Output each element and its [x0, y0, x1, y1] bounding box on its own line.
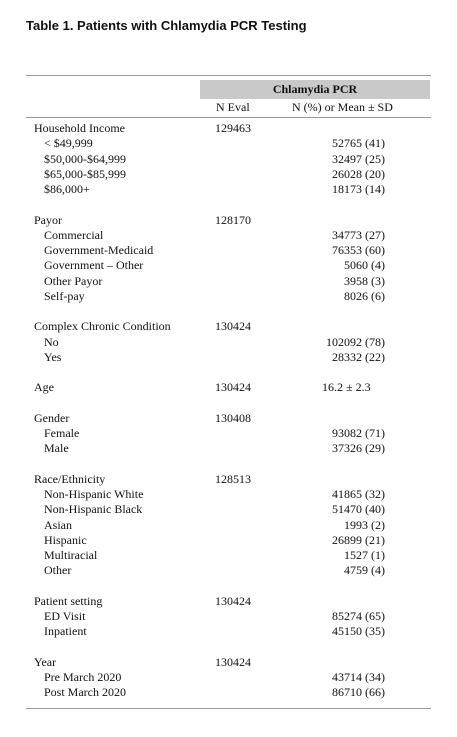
statistic-cell: 16.2 ± 2.3 [322, 380, 371, 395]
statistic-cell: 76353 (60) [332, 243, 385, 257]
row-label: Commercial [44, 227, 104, 242]
statistic-cell: 52765 (41) [332, 136, 385, 151]
n-eval-cell: 128170 [215, 212, 251, 227]
row-label: Pre March 2020 [44, 670, 122, 684]
statistic-cell: 1993 (2) [344, 517, 385, 532]
statistic-cell: 37326 (29) [332, 441, 385, 456]
statistic-cell: 1527 (1) [344, 548, 385, 562]
n-eval-cell: 130424 [215, 593, 251, 608]
statistic-cell: 32497 (25) [332, 151, 385, 166]
table-row [26, 152, 431, 167]
column-header-n-eval: N Eval [216, 100, 250, 114]
statistic-cell: 8026 (6) [344, 288, 385, 303]
table-row [26, 609, 431, 624]
statistic-cell: 93082 (71) [332, 426, 385, 440]
table-row [26, 167, 431, 182]
section-row [26, 472, 431, 487]
section-label: Race/Ethnicity [34, 471, 106, 486]
row-label: Government – Other [44, 258, 144, 273]
n-eval-cell: 130424 [215, 654, 251, 669]
table-row [26, 274, 431, 289]
section-label: Patient setting [34, 593, 103, 608]
column-header-statistic: N (%) or Mean ± SD [292, 100, 393, 114]
row-label: Yes [44, 349, 62, 364]
row-label: No [44, 334, 59, 349]
section-row [26, 213, 431, 228]
table-row [26, 685, 431, 700]
table-row [26, 441, 431, 456]
table-row [26, 228, 431, 243]
row-label: Asian [44, 517, 72, 532]
table-row [26, 624, 431, 639]
section-row [26, 380, 431, 395]
table-row [26, 670, 431, 685]
row-label: Male [44, 441, 69, 456]
row-label: Post March 2020 [44, 685, 126, 700]
table-row [26, 563, 431, 578]
statistic-cell: 86710 (66) [332, 685, 385, 700]
statistic-cell: 45150 (35) [332, 624, 385, 639]
data-table [26, 75, 431, 709]
statistic-cell: 26899 (21) [332, 532, 385, 547]
statistic-cell: 3958 (3) [344, 273, 385, 288]
table-row [26, 335, 431, 350]
section-row [26, 319, 431, 334]
row-label: Multiracial [44, 548, 98, 562]
row-label: Government-Medicaid [44, 243, 154, 257]
statistic-cell: 34773 (27) [332, 227, 385, 242]
table-row [26, 350, 431, 365]
statistic-cell: 85274 (65) [332, 609, 385, 623]
table-row [26, 258, 431, 273]
row-label: Hispanic [44, 532, 87, 547]
statistic-cell: 43714 (34) [332, 670, 385, 684]
row-label: Female [44, 426, 80, 440]
section-row [26, 411, 431, 426]
row-label: Inpatient [44, 624, 87, 639]
row-label: $86,000+ [44, 182, 90, 196]
section-label: Payor [34, 212, 62, 227]
section-label: Gender [34, 410, 70, 425]
row-label: < $49,999 [44, 136, 93, 151]
table-row [26, 426, 431, 441]
row-label: $50,000-$64,999 [44, 151, 126, 166]
table-row [26, 289, 431, 304]
n-eval-cell: 130408 [215, 410, 251, 425]
row-label: Other [44, 563, 72, 578]
statistic-cell: 41865 (32) [332, 487, 385, 501]
statistic-cell: 18173 (14) [332, 182, 385, 196]
group-header: Chlamydia PCR [200, 80, 430, 99]
section-row [26, 121, 431, 136]
row-label: Non-Hispanic White [44, 487, 144, 501]
table-row [26, 518, 431, 533]
header-divider [26, 117, 431, 118]
n-eval-cell: 128513 [215, 471, 251, 486]
n-eval-cell: 129463 [215, 121, 251, 135]
row-label: ED Visit [44, 609, 86, 623]
table-row [26, 502, 431, 517]
table-title: Table 1. Patients with Chlamydia PCR Testing [26, 18, 307, 33]
n-eval-cell: 130424 [215, 380, 251, 395]
section-label: Year [34, 654, 57, 669]
statistic-cell: 5060 (4) [344, 258, 385, 273]
statistic-cell: 28332 (22) [332, 349, 385, 364]
section-label: Complex Chronic Condition [34, 319, 171, 334]
section-label: Household Income [34, 121, 125, 135]
statistic-cell: 102092 (78) [326, 334, 385, 349]
row-label: Self-pay [44, 288, 85, 303]
row-label: Other Payor [44, 273, 103, 288]
n-eval-cell: 130424 [215, 319, 251, 334]
statistic-cell: 4759 (4) [344, 563, 385, 578]
statistic-cell: 26028 (20) [332, 166, 385, 181]
row-label: $65,000-$85,999 [44, 166, 126, 181]
table-row [26, 548, 431, 563]
table-row [26, 487, 431, 502]
table-row [26, 136, 431, 151]
section-row [26, 655, 431, 670]
section-row [26, 594, 431, 609]
row-label: Non-Hispanic Black [44, 502, 143, 517]
table-row [26, 182, 431, 197]
table-row [26, 243, 431, 258]
statistic-cell: 51470 (40) [332, 502, 385, 517]
table-row [26, 533, 431, 548]
section-label: Age [34, 380, 54, 395]
